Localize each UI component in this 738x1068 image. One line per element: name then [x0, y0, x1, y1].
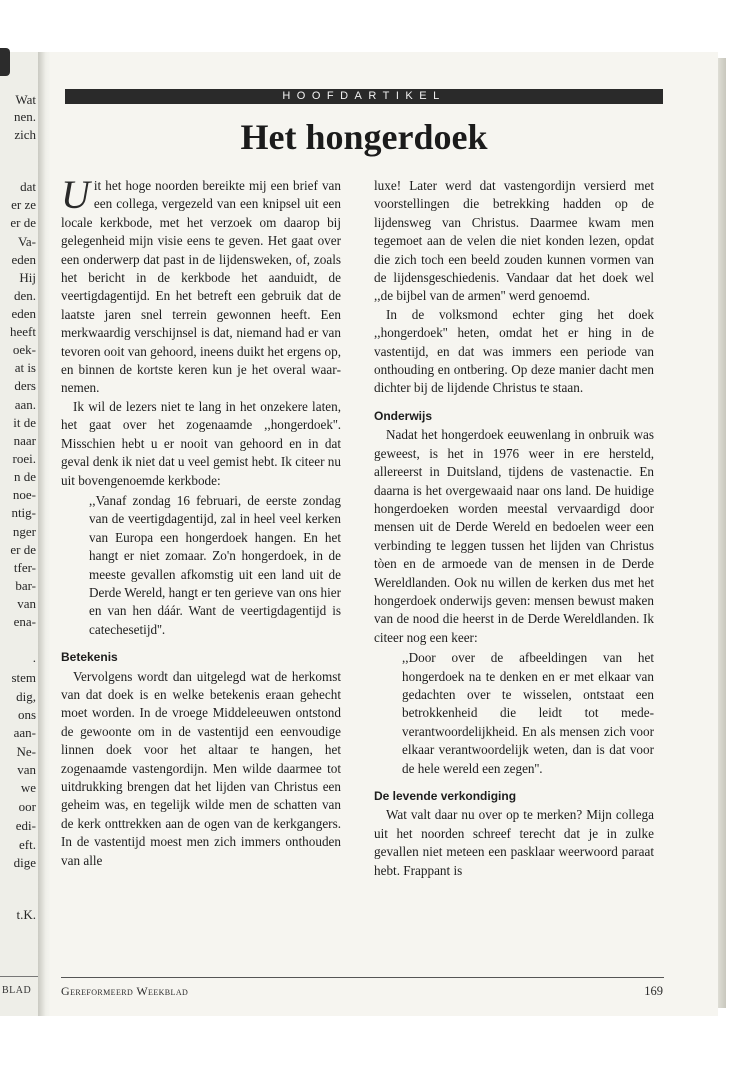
body-paragraph: Vervolgens wordt dan uitgelegd wat de herkomst van dat doek is en welke betekenis eraan gehecht moet worden. In de vroege Middeleeuwen ontstond de gewoonte om in de vastentijd een eenvoudige linnen doek voor het altaar te hangen, het zogenaamde vastengordijn. Men wilde daarmee tot uitdrukking brengen dat het lijden van Christus een geheim was, en tegelijk wilde men de schatten van de kerk onttrekken aan de ogen van de kerkgangers. In de vastentijd moest men zich immers onthouden van alle — [61, 668, 341, 868]
previous-page-line: aan- — [13, 725, 36, 740]
previous-page-line: at is — [14, 360, 36, 375]
block-quote: ,,Door over de afbeeldingen van het hongerdoek na te denken en er met elkaar van gedachten over te wisselen, ontstaat een betrokkenheid die leidt tot mede-verantwoordelijkheid. En als mensen zich voor elkaar verantwoordelijk weten, dan is dat voor de hele wereld een zegen''. — [402, 650, 654, 776]
previous-page-line: Va- — [17, 234, 36, 249]
body-paragraph: Ik wil de lezers niet te lang in het onzekere laten, het gaat over het zogenaamde ,,hongerdoek''. Misschien hebt u er nooit van gehoord en in dat geval denk ik niet dat u veel gemist hebt. Ik citeer nu uit bovengenoemde kerkbode: — [61, 398, 341, 488]
previous-page-line: dig, — [16, 689, 36, 704]
previous-page-fragment — [0, 52, 40, 1016]
previous-page-footer-rule — [0, 976, 40, 977]
previous-page-line: eft. — [19, 837, 36, 852]
previous-page-line: dige — [13, 855, 36, 870]
previous-page-line: dat — [20, 179, 36, 194]
previous-page-line: van — [17, 596, 36, 611]
publication-name: Gereformeerd Weekblad — [61, 984, 189, 998]
magazine-page — [50, 52, 718, 1016]
previous-page-line: oor — [18, 799, 36, 814]
previous-page-line: er de — [10, 542, 36, 557]
block-quote: ,,Vanaf zondag 16 februari, de eerste zondag van de veertigdagentijd, zal in heel veel kerken van Europa een hongerdoek hangen. En het hangt er niet zomaar. Zo'n hongerdoek, in de meeste gevallen afkomstig uit een land uit de Derde Wereld, hangt er ten gerieve van ons hier en van hen dáár. Want de veertigdagentijd is catechesetijd''. — [89, 492, 341, 637]
section-subheading: Betekenis — [61, 650, 118, 665]
previous-page-line: nger — [12, 524, 36, 539]
footer-divider — [61, 977, 664, 978]
body-paragraph: Wat valt daar nu over op te merken? Mijn collega uit het noorden schreef terecht dat je in zulke gevallen niet meteen een pasklaar weerwoord paraat hebt. Frappant is — [374, 807, 654, 878]
previous-page-line: edi- — [15, 818, 36, 833]
previous-page-line: eden — [11, 306, 36, 321]
previous-page-line: oek- — [12, 342, 36, 357]
previous-page-line: we — [20, 780, 36, 795]
body-paragraph: In de volksmond echter ging het doek ,,hongerdoek'' heten, omdat het er hing in de vastentijd, en dat was immers een periode van onthouding en ontbering. Op deze manier dacht men dichter bij de lijdende Christus te staan. — [374, 306, 654, 396]
previous-page-line: Ne- — [16, 744, 36, 759]
binding-spine — [0, 48, 10, 76]
paragraph-text: it het hoge noorden bereikte mij een brief van een collega, vergezeld van een knipsel uit een locale kerkbode, met het verzoek om daarop bij gelegenheid mijn visie eens te geven. Het gaat over een onderwerp dat past in de lijdensweken, of, zoals het bericht in de kerkbode het aanduidt, de veertigdagentijd. En het betreft een gebruik dat de laatste jaren snel terrein gewonnen heeft. Een merkwaardig verschijnsel is dat, niemand had er van tevoren ooit van gehoord, ineens duikt het ergens op, en binnen de kortste keren kun je het overal waarnemen. — [61, 178, 341, 396]
previous-page-line: er ze — [11, 197, 36, 212]
section-subheading: Onderwijs — [374, 408, 433, 423]
body-paragraph — [61, 172, 341, 398]
previous-page-line: Wat — [15, 92, 36, 107]
section-subheading: De levende verkondiging — [374, 789, 517, 803]
previous-page-line: noe- — [12, 487, 36, 502]
previous-page-line: stem — [11, 670, 36, 685]
previous-page-line: . — [32, 650, 36, 665]
previous-page-footer: BLAD — [2, 985, 32, 996]
section-header-bar: HOOFDARTIKEL — [65, 89, 663, 104]
previous-page-line: Hij — [19, 270, 36, 285]
previous-page-line: tfer- — [13, 560, 36, 575]
previous-page-line: den. — [13, 288, 36, 303]
previous-page-line: roei. — [12, 451, 36, 466]
previous-page-line: eden — [11, 252, 36, 267]
previous-page-line: t.K. — [16, 907, 36, 922]
previous-page-line: heeft — [10, 324, 36, 339]
previous-page-line: ena- — [13, 614, 36, 629]
previous-page-line: ntig- — [11, 505, 36, 520]
article-column-right — [374, 177, 654, 880]
previous-page-line: n de — [13, 469, 36, 484]
previous-page-line: naar — [13, 433, 36, 448]
page-number: 169 — [644, 984, 663, 998]
previous-page-line: zich — [14, 127, 36, 142]
drop-initial: U — [61, 172, 90, 217]
previous-page-line: it de — [13, 415, 36, 430]
body-paragraph: luxe! Later werd dat vastengordijn versierd met voorstellingen die betrekking hadden op de lijdensweg van Christus. Daarmee kwam men tegemoet aan de velen die niet konden lezen, opdat die zich toch een beeld zouden kunnen vormen van de lijdensgeschiedenis. Vandaar dat het doek wel ,,de bijbel van de armen'' werd genoemd. — [374, 178, 654, 304]
previous-page-line: nen. — [13, 109, 36, 124]
previous-page-line: ders — [14, 378, 36, 393]
body-paragraph: Nadat het hongerdoek eeuwenlang in onbruik was geweest, is het in 1976 weer in ere hersteld, allereerst in Duitsland, tijdens de vastenactie. En daarna is het overgewaaid naar ons land. De huidige hongerdoeken worden meestal vervaardigd door mensen uit de Derde Wereld en bedoelen weer een verbinding te leggen tussen het lijden van Christus tòen en de armoede van de mensen in de Derde Wereldlanden. Ook nu willen de kerken dus met het hongerdoek onderwijs geven: mensen bewust maken van de nood die heerst in de Derde Wereldlanden. Ik citeer nog een keer: — [374, 427, 654, 645]
previous-page-line: van — [17, 762, 36, 777]
previous-page-line: er de — [10, 215, 36, 230]
previous-page-line: aan. — [14, 397, 36, 412]
article-column-left — [61, 172, 341, 870]
article-title: Het hongerdoek — [240, 117, 488, 157]
previous-page-line: bar- — [15, 578, 36, 593]
previous-page-line: ons — [17, 707, 36, 722]
